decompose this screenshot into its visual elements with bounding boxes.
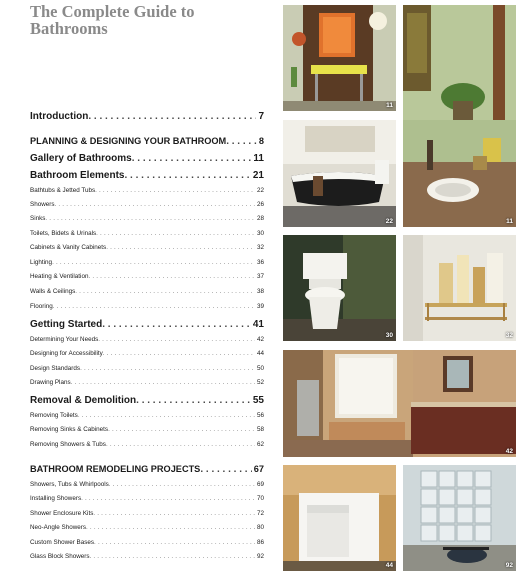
photo-orange-vanity [283, 5, 396, 111]
toc-entry [30, 259, 264, 269]
toc-leader-dots [102, 319, 251, 330]
toc-entry-page: 22 [256, 187, 264, 194]
toc-leader-dots [95, 187, 255, 194]
orange-vanity-image [283, 5, 396, 111]
granite-sink-image [403, 120, 516, 227]
photo-page-number: 11 [386, 102, 393, 109]
toc-entry [30, 481, 264, 491]
toc-entry [30, 441, 264, 451]
toc-entry-label: Heating & Ventilation [30, 273, 89, 280]
toc-entry-label: Bathtubs & Jetted Tubs [30, 187, 96, 194]
toc-entry-page: 42 [256, 336, 264, 343]
book-title: The Complete Guide to Bathrooms [30, 2, 195, 38]
toc-entry-label: Introduction [30, 111, 89, 122]
toc-entry-label: Neo-Angle Showers [30, 524, 87, 531]
photo-page-number: 44 [385, 562, 393, 569]
toc-entry-label: Glass Block Showers [30, 553, 90, 560]
toc-entry-label: Removing Sinks & Cabinets [30, 426, 109, 433]
toc-leader-dots [71, 379, 255, 386]
toc-entry [30, 201, 264, 211]
toc-entry-page: 62 [256, 441, 264, 448]
toc-entry [30, 524, 264, 534]
toc-entry-page: 44 [256, 350, 264, 357]
toc-leader-dots [45, 215, 255, 222]
photo-page-number: 32 [505, 332, 513, 339]
toc-entry [30, 426, 264, 436]
toc-entry-page: 69 [256, 481, 264, 488]
toc-entry-label: Removal & Demolition [30, 395, 137, 406]
toc-leader-dots [78, 412, 255, 419]
toc-entry-page: 92 [256, 553, 264, 560]
photo-wide-bathroom [283, 350, 516, 457]
toc-entry [30, 553, 264, 563]
toc-leader-dots [55, 201, 255, 208]
toc-leader-dots [106, 441, 255, 448]
photo-clawfoot-tub [283, 120, 396, 227]
toc-entry-page: 41 [252, 319, 264, 330]
toc-entry [30, 288, 264, 298]
toc-entry-label: Removing Showers & Tubs [30, 441, 106, 448]
toc-entry [30, 510, 264, 520]
photo-glass-block-shower [403, 465, 516, 571]
toc-section-entry [30, 464, 264, 478]
toc-entry [30, 215, 264, 225]
toc-entry-label: Shower Enclosure Kits [30, 510, 94, 517]
photo-page-number: 11 [506, 218, 513, 225]
photo-page-number: 22 [385, 218, 393, 225]
toc-entry-label: Designing for Accessibility [30, 350, 103, 357]
photo-green-wall-plants [403, 5, 516, 120]
toilet-image [283, 235, 396, 341]
toc-entry-label: Removing Toilets [30, 412, 78, 419]
toc-entry-page: 50 [256, 365, 264, 372]
photo-granite-sink [403, 120, 516, 227]
toc-entry-label: BATHROOM REMODELING PROJECTS [30, 464, 201, 474]
photo-walk-in-tub [283, 465, 396, 571]
toc-entry-page: 39 [256, 303, 264, 310]
toc-entry-page: 80 [256, 524, 264, 531]
photo-shelf-bottles [403, 235, 516, 341]
toc-entry [30, 187, 264, 197]
toc-leader-dots [88, 111, 256, 122]
toc-entry-label: Installing Showers [30, 495, 82, 502]
toc-entry [30, 412, 264, 422]
toc-leader-dots [80, 365, 255, 372]
toc-entry-page: 28 [256, 215, 264, 222]
wide-bathroom-image [283, 350, 516, 457]
toc-entry-label: Flooring [30, 303, 53, 310]
toc-leader-dots [226, 136, 257, 147]
toc-leader-dots [108, 426, 255, 433]
toc-leader-dots [96, 230, 255, 237]
toc-entry-label: Bathroom Elements [30, 170, 125, 181]
toc-entry [30, 244, 264, 254]
toc-entry-page: 11 [253, 153, 264, 164]
photo-toilet [283, 235, 396, 341]
toc-leader-dots [109, 481, 255, 488]
toc-entry [30, 495, 264, 505]
toc-entry-label: Gallery of Bathrooms [30, 153, 132, 164]
toc-entry-page: 52 [256, 379, 264, 386]
toc-leader-dots [106, 244, 255, 251]
toc-section-entry [30, 170, 264, 184]
clawfoot-tub-image [283, 120, 396, 227]
toc-leader-dots [90, 553, 255, 560]
toc-entry [30, 350, 264, 360]
toc-entry-page: 30 [256, 230, 264, 237]
toc-leader-dots [86, 524, 255, 531]
toc-entry-page: 21 [252, 170, 264, 181]
toc-section-entry [30, 136, 264, 150]
toc-entry-page: 72 [256, 510, 264, 517]
toc-leader-dots [53, 303, 255, 310]
toc-entry-label: Design Standards [30, 365, 81, 372]
toc-section-entry [30, 153, 264, 167]
toc-section-entry [30, 319, 264, 333]
toc-entry-page: 67 [253, 464, 264, 474]
toc-leader-dots [136, 395, 251, 406]
photo-page-number: 30 [385, 332, 393, 339]
toc-leader-dots [98, 336, 255, 343]
toc-section-entry [30, 111, 264, 125]
toc-leader-dots [93, 510, 255, 517]
toc-entry-page: 32 [256, 244, 264, 251]
toc-section-entry [30, 395, 264, 409]
toc-leader-dots [52, 259, 255, 266]
photo-page-number: 42 [505, 448, 513, 455]
toc-entry [30, 273, 264, 283]
toc-entry-page: 36 [256, 259, 264, 266]
toc-leader-dots [81, 495, 255, 502]
toc-entry-page: 70 [256, 495, 264, 502]
toc-leader-dots [75, 288, 255, 295]
toc-entry-page: 86 [256, 539, 264, 546]
toc-entry-label: Showers, Tubs & Whirlpools [30, 481, 109, 488]
toc-entry [30, 336, 264, 346]
shelf-bottles-image [403, 235, 516, 341]
toc-leader-dots [94, 539, 255, 546]
toc-entry [30, 230, 264, 240]
toc-leader-dots [200, 464, 251, 475]
glass-block-image [403, 465, 516, 571]
toc-leader-dots [103, 350, 255, 357]
toc-entry-page: 56 [256, 412, 264, 419]
toc-leader-dots [88, 273, 255, 280]
toc-entry-label: Lighting [30, 259, 53, 266]
walk-in-tub-image [283, 465, 396, 571]
photo-page-number: 92 [505, 562, 513, 569]
toc-entry-label: Cabinets & Vanity Cabinets [30, 244, 107, 251]
toc-entry [30, 365, 264, 375]
toc-entry-label: Showers [30, 201, 55, 208]
toc-entry-label: Walls & Ceilings [30, 288, 76, 295]
toc-entry [30, 379, 264, 389]
toc-entry [30, 539, 264, 549]
toc-entry-label: Custom Shower Bases [30, 539, 95, 546]
toc-entry-label: Sinks [30, 215, 46, 222]
toc-leader-dots [124, 170, 250, 181]
toc-entry-label: Drawing Plans [30, 379, 71, 386]
toc-leader-dots [132, 153, 252, 164]
toc-entry-page: 7 [258, 111, 264, 122]
toc-entry-page: 8 [258, 136, 264, 146]
toc-entry-page: 55 [252, 395, 264, 406]
toc-entry-label: Determining Your Needs [30, 336, 99, 343]
toc-entry-label: Toilets, Bidets & Urinals [30, 230, 97, 237]
green-wall-image [403, 5, 516, 120]
toc-entry-page: 26 [256, 201, 264, 208]
toc-entry-label: PLANNING & DESIGNING YOUR BATHROOM [30, 136, 227, 146]
toc-entry-label: Getting Started [30, 319, 103, 330]
toc-entry [30, 303, 264, 313]
toc-entry-page: 37 [256, 273, 264, 280]
toc-entry-page: 38 [256, 288, 264, 295]
toc-entry-page: 58 [256, 426, 264, 433]
